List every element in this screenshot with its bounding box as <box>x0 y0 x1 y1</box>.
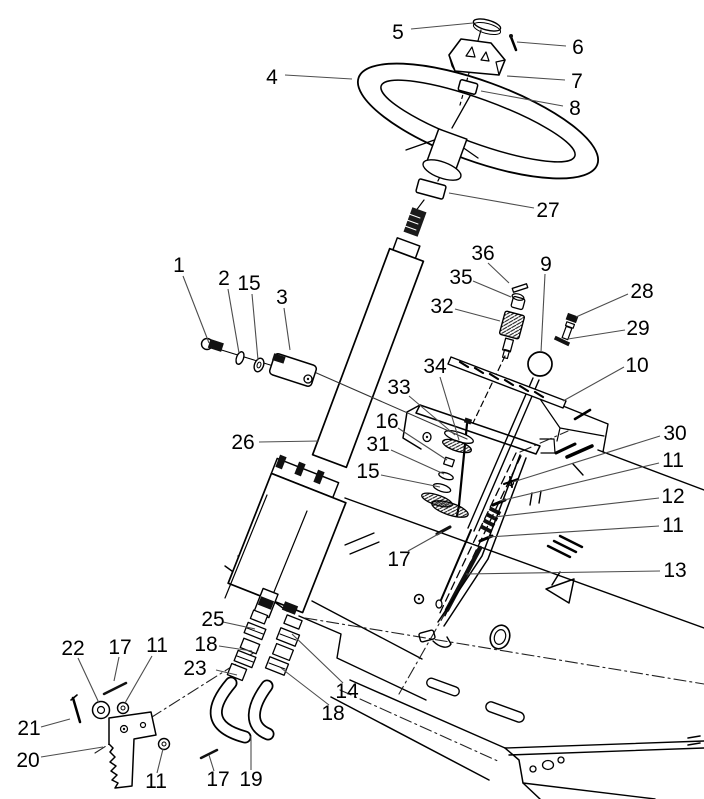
bolt-28 <box>562 313 578 340</box>
leader-line-27 <box>449 193 534 208</box>
leader-line-36 <box>488 263 509 283</box>
part-label-36: 36 <box>471 242 495 265</box>
part-label-11: 11 <box>145 770 167 793</box>
part-label-12: 12 <box>661 485 685 508</box>
part-label-31: 31 <box>366 433 390 456</box>
spacer-27 <box>416 179 447 200</box>
leader-line-9 <box>541 274 545 352</box>
plug-32 <box>499 311 525 359</box>
leader-line-6 <box>517 42 566 46</box>
leader-line-35 <box>473 281 511 297</box>
clamp-3 <box>269 353 318 388</box>
part-label-3: 3 <box>276 286 288 309</box>
leader-line-15 <box>381 475 440 487</box>
fitting-stack-right <box>265 615 302 675</box>
leader-line-30 <box>513 436 660 482</box>
part-label-10: 10 <box>625 354 649 377</box>
leader-line-22 <box>78 658 99 703</box>
frame <box>95 396 704 799</box>
part-label-1: 1 <box>173 254 185 277</box>
part-label-7: 7 <box>571 70 583 93</box>
part-label-17: 17 <box>108 636 132 659</box>
leader-line-11 <box>500 463 659 501</box>
pin-17a <box>104 683 126 694</box>
part-label-11: 11 <box>662 449 684 472</box>
fitting-18a <box>240 638 259 654</box>
leader-line-15 <box>252 294 258 360</box>
part-label-2: 2 <box>218 267 230 290</box>
part-label-30: 30 <box>663 422 687 445</box>
leader-line-17 <box>408 532 442 551</box>
part-label-8: 8 <box>569 97 581 120</box>
washer-15-left <box>252 357 265 373</box>
part-label-5: 5 <box>392 21 404 44</box>
part-label-17: 17 <box>206 768 230 791</box>
part-label-34: 34 <box>423 355 447 378</box>
grommet-22 <box>93 702 110 719</box>
part-label-15: 15 <box>356 460 380 483</box>
part-label-21: 21 <box>17 717 41 740</box>
part-label-25: 25 <box>201 608 225 631</box>
part-label-32: 32 <box>430 295 454 318</box>
part-label-28: 28 <box>630 280 654 303</box>
part-label-20: 20 <box>16 749 40 772</box>
leader-line-1 <box>183 276 209 343</box>
leader-line-11 <box>125 656 152 703</box>
part-label-6: 6 <box>572 36 584 59</box>
part-label-33: 33 <box>387 376 411 399</box>
leader-line-5 <box>411 23 473 29</box>
part-label-15: 15 <box>237 272 261 295</box>
leader-line-11 <box>488 526 659 537</box>
leader-line-16 <box>398 428 447 460</box>
bolt-1 <box>202 339 224 352</box>
lower-bracket-hardware <box>71 683 217 788</box>
leader-line-3 <box>284 308 290 350</box>
part-label-16: 16 <box>375 410 399 433</box>
leader-line-20 <box>41 747 103 757</box>
part-label-35: 35 <box>449 266 473 289</box>
leader-line-7 <box>507 76 565 80</box>
leader-line-2 <box>228 289 239 353</box>
leader-line-12 <box>494 498 659 517</box>
leader-line-13 <box>466 571 660 574</box>
leader-line-14 <box>292 634 343 683</box>
leader-line-21 <box>41 719 70 727</box>
fitting-stack-left <box>227 610 267 680</box>
leader-line-4 <box>285 75 352 79</box>
part-label-23: 23 <box>183 657 207 680</box>
leader-line-10 <box>563 367 624 401</box>
part-label-18: 18 <box>194 633 218 656</box>
fitting-18b <box>273 644 294 661</box>
leader-line-17 <box>114 657 119 681</box>
part-label-17: 17 <box>387 548 411 571</box>
part-label-14: 14 <box>335 680 359 703</box>
cap-disc-5 <box>472 17 502 37</box>
part-label-11: 11 <box>146 634 168 657</box>
pin-21 <box>71 695 80 722</box>
pin-6 <box>509 34 516 50</box>
splined-shaft-end <box>404 207 427 237</box>
leader-line-31 <box>391 450 444 474</box>
part-label-29: 29 <box>626 317 650 340</box>
leader-line-29 <box>568 330 625 339</box>
leader-line-28 <box>576 294 628 317</box>
leader-line-32 <box>455 309 500 321</box>
washer-2 <box>234 351 245 366</box>
part-label-27: 27 <box>536 199 560 222</box>
leader-line-18 <box>281 668 329 705</box>
washer-11d <box>159 739 170 750</box>
horn-cap-7 <box>449 39 505 75</box>
clip-36 <box>512 284 528 292</box>
part-label-11: 11 <box>662 514 684 537</box>
washer-11c <box>118 703 129 714</box>
part-label-13: 13 <box>663 559 687 582</box>
part-label-26: 26 <box>231 431 255 454</box>
part-label-9: 9 <box>540 253 552 276</box>
part-label-4: 4 <box>266 66 278 89</box>
part-label-19: 19 <box>239 768 263 791</box>
part-label-18: 18 <box>321 702 345 725</box>
cap-35 <box>511 293 525 310</box>
part-label-22: 22 <box>61 637 85 660</box>
washer-15-mid <box>432 482 451 494</box>
leader-line-26 <box>259 441 319 442</box>
leader-line-33 <box>409 396 455 435</box>
